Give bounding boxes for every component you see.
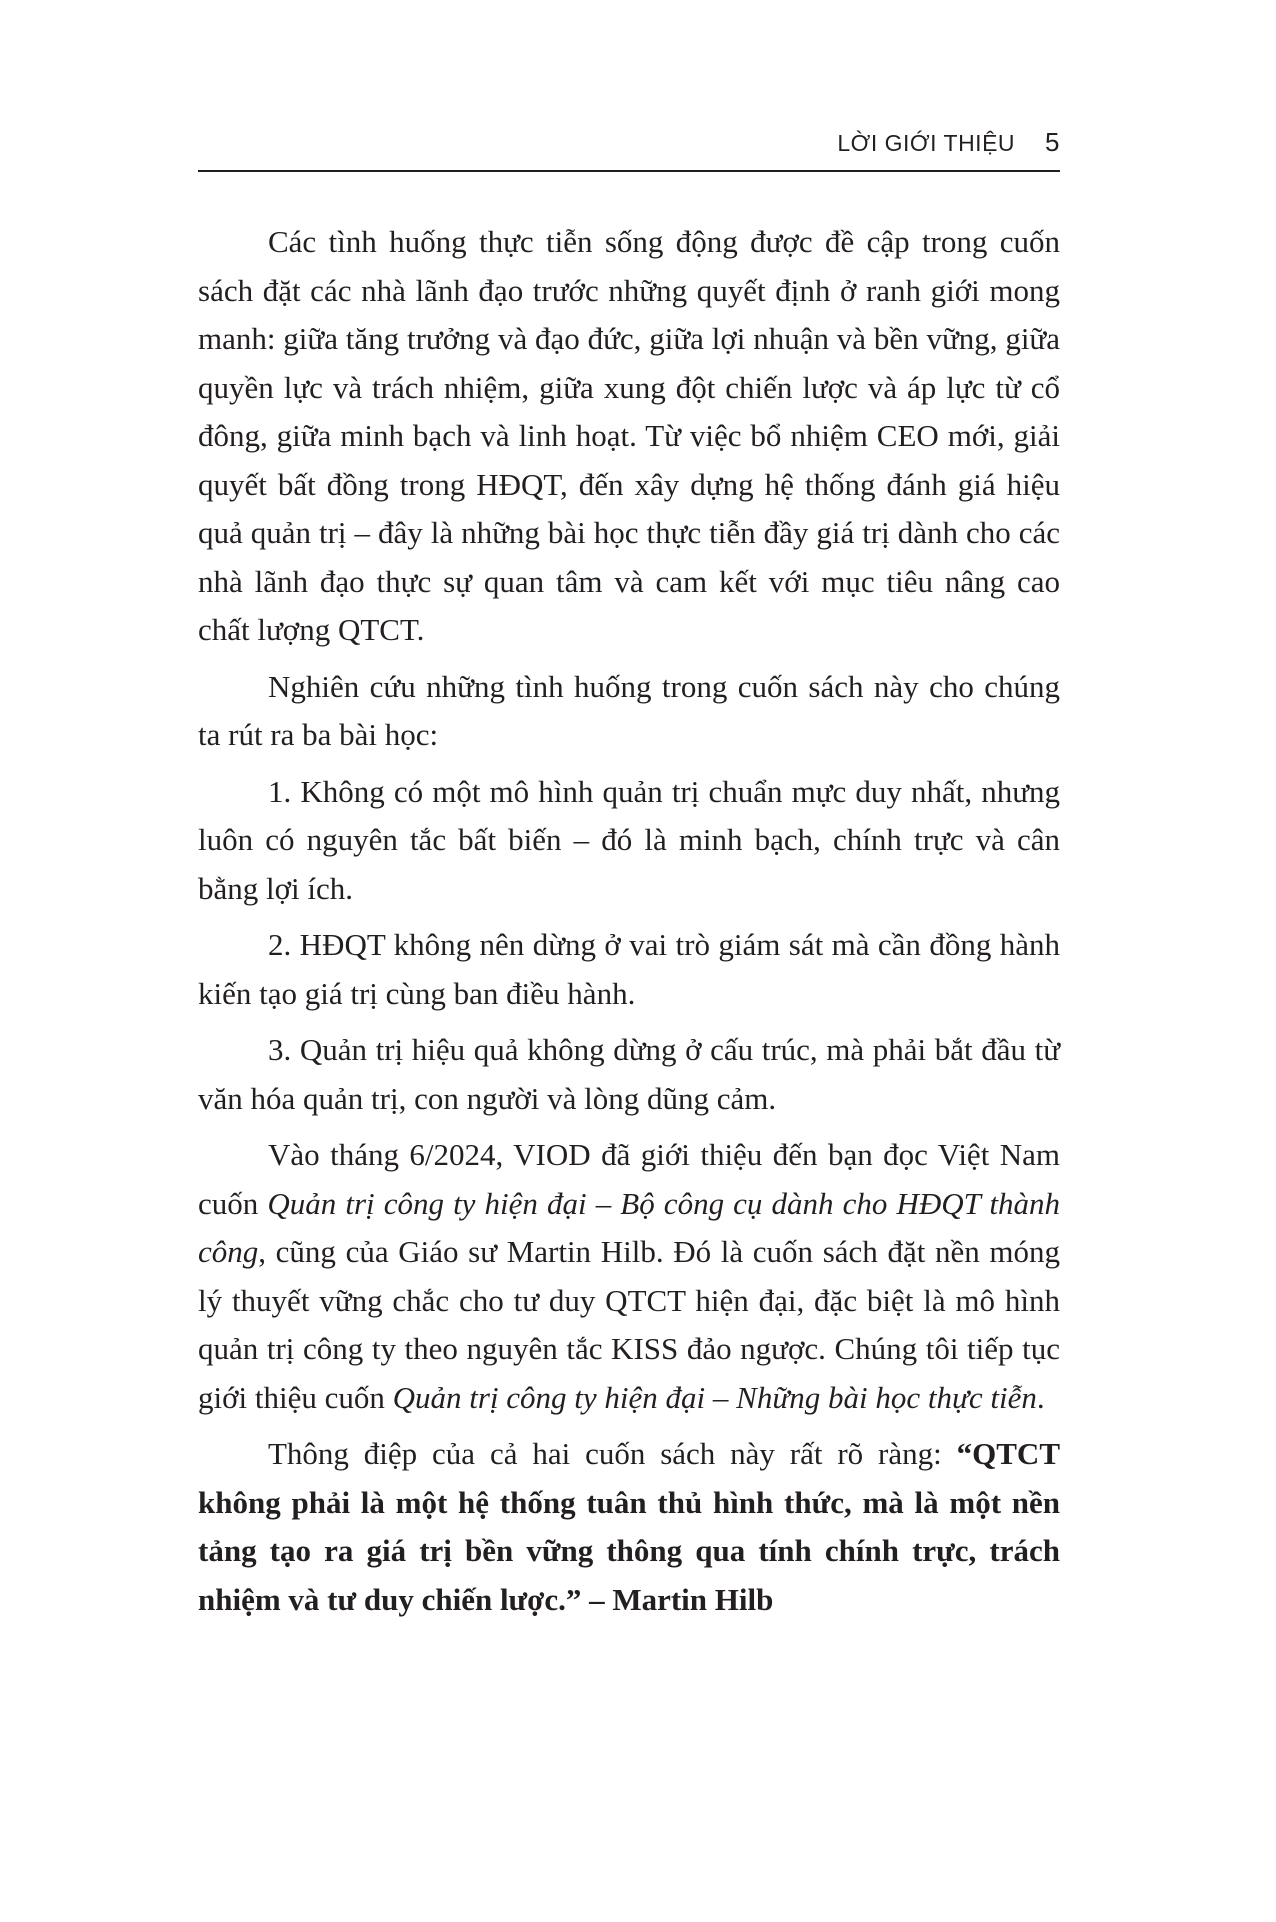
lesson-item-3: 3. Quản trị hiệu quả không dừng ở cấu trúc, mà phải bắt đầu từ văn hóa quản trị, con người và lòng dũng cảm. bbox=[198, 1032, 1060, 1116]
paragraph-message bbox=[198, 1430, 1060, 1624]
books-text-1: Vào tháng 6/2024, VIOD đã giới thiệu đến bạn đọc Việt Nam cuốn bbox=[198, 1137, 1060, 1221]
paragraph-lessons-lead: Nghiên cứu những tình huống trong cuốn sách này cho chúng ta rút ra ba bài học: bbox=[198, 668, 1060, 752]
message-lead: Thông điệp của cả hai cuốn sách này rất rõ ràng: bbox=[268, 1436, 957, 1471]
page-number: 5 bbox=[1045, 127, 1060, 157]
running-header bbox=[198, 124, 1060, 172]
book-title-2: Quản trị công ty hiện đại – Những bài học thực tiễn bbox=[392, 1379, 1037, 1415]
lesson-item-2: 2. HĐQT không nên dừng ở vai trò giám sát mà cần đồng hành kiến tạo giá trị cùng ban điều hành. bbox=[198, 927, 1060, 1011]
books-text-2: , cũng của Giáo sư Martin Hilb. Đó là cuốn sách đặt nền móng lý thuyết vững chắc cho tư duy QTCT hiện đại, đặc biệt là mô hình quản trị công ty theo nguyên tắc KISS đảo ngược. Chúng tôi tiếp tục giới thiệu cuốn bbox=[198, 1234, 1060, 1415]
paragraph-intro: Các tình huống thực tiễn sống động được đề cập trong cuốn sách đặt các nhà lãnh đạo trước những quyết định ở ranh giới mong manh: giữa tăng trưởng và đạo đức, giữa lợi nhuận và bền vững, giữa quyền lực và trách nhiệm, giữa xung đột chiến lược và áp lực từ cổ đông, giữa minh bạch và linh hoạt. Từ việc bổ nhiệm CEO mới, giải quyết bất đồng trong HĐQT, đến xây dựng hệ thống đánh giá hiệu quả quản trị – đây là những bài học thực tiễn đầy giá trị dành cho các nhà lãnh đạo thực sự quan tâm và cam kết với mục tiêu nâng cao chất lượng QTCT. bbox=[198, 224, 1060, 647]
body-text bbox=[198, 218, 1060, 1632]
books-text-3: . bbox=[1036, 1379, 1045, 1415]
running-title: LỜI GIỚI THIỆU bbox=[837, 130, 1016, 156]
paragraph-books bbox=[198, 1131, 1060, 1422]
lesson-item-1: 1. Không có một mô hình quản trị chuẩn mực duy nhất, nhưng luôn có nguyên tắc bất biến – đó là minh bạch, chính trực và cân bằng lợi ích. bbox=[198, 773, 1060, 906]
message-quote: “QTCT không phải là một hệ thống tuân thủ hình thức, mà là một nền tảng tạo ra giá trị bền vững thông qua tính chính trực, trách nhiệm và tư duy chiến lược.” – Martin Hilb bbox=[198, 1436, 1060, 1617]
book-title-1: Quản trị công ty hiện đại – Bộ công cụ dành cho HĐQT thành công bbox=[198, 1185, 1060, 1269]
